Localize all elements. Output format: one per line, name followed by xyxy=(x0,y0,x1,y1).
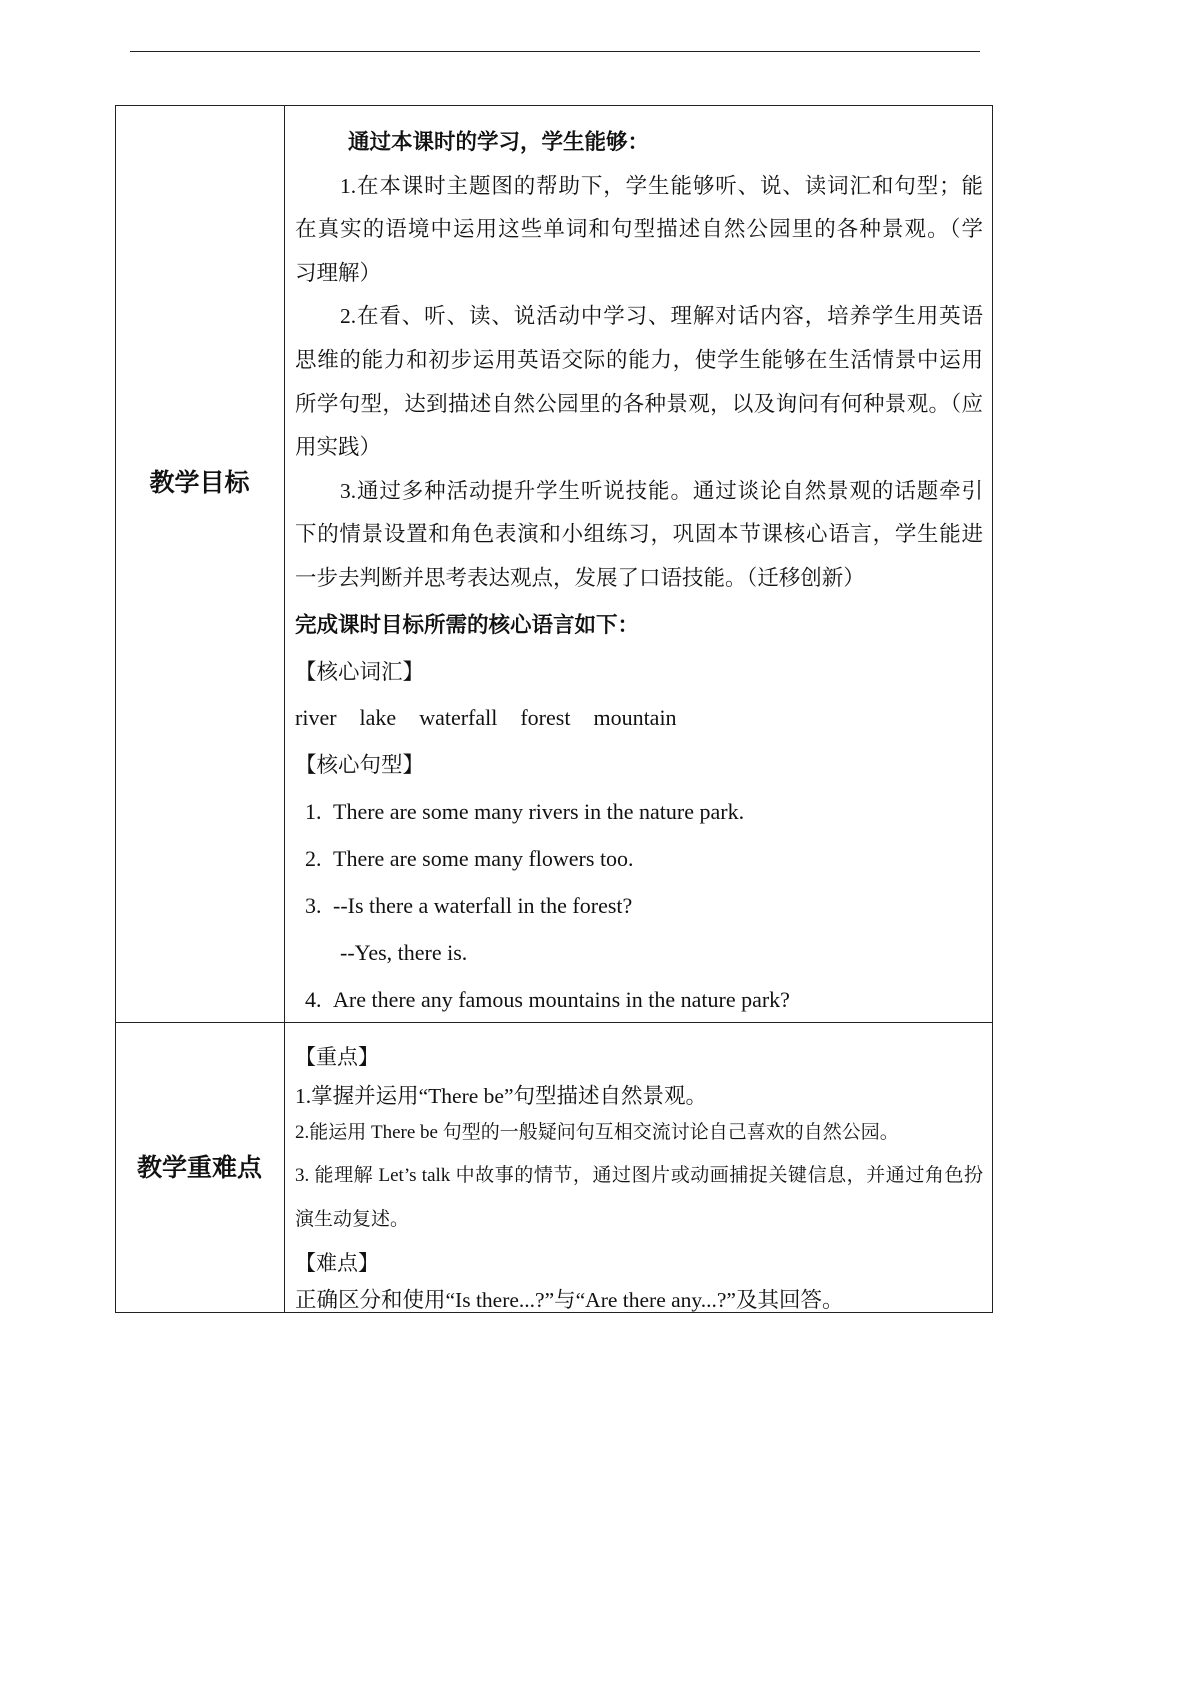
sentence-text: There are some many rivers in the nature park. xyxy=(333,799,745,825)
core-language-heading: 完成课时目标所需的核心语言如下： xyxy=(295,612,640,637)
sentence-text: Are there any famous mountains in the nature park? xyxy=(333,986,790,1012)
vocabulary-word: river xyxy=(295,705,337,731)
objectives-cell xyxy=(295,121,983,1024)
goal-1-line-3: 习理解） xyxy=(295,260,382,285)
vocabulary-heading: 【核心词汇】 xyxy=(295,659,425,684)
key-points-cell xyxy=(295,1033,983,1317)
sentence-number: 1. xyxy=(305,799,322,825)
sentence-number: 4. xyxy=(305,986,322,1012)
goal-3-line-1: 3.通过多种活动提升学生听说技能。通过谈论自然景观的话题牵引 xyxy=(340,478,983,503)
objectives-label: 教学目标 xyxy=(149,469,250,497)
sentence-text: There are some many flowers too. xyxy=(333,846,634,872)
difficulty-item: 正确区分和使用“Is there...?”与“Are there any...?”及其回答。 xyxy=(295,1288,844,1312)
goal-2-line-4: 用实践） xyxy=(295,435,382,460)
goal-3-line-2: 下的情景设置和角色表演和小组练习，巩固本节课核心语言，学生能进 xyxy=(295,522,983,547)
goal-1-line-2: 在真实的语境中运用这些单词和句型描述自然公园里的各种景观。（学 xyxy=(295,217,983,242)
table-column-divider xyxy=(284,105,285,1313)
focus-item-2: 2.能运用 There be 句型的一般疑问句互相交流讨论自己喜欢的自然公园。 xyxy=(295,1122,899,1143)
sentence-number: 2. xyxy=(305,846,322,872)
vocabulary-word: forest xyxy=(520,705,571,731)
vocabulary-word: lake xyxy=(359,705,397,731)
sentence-text: --Is there a waterfall in the forest? xyxy=(333,892,633,918)
header-rule xyxy=(130,51,980,52)
vocabulary-list xyxy=(295,695,983,742)
focus-heading: 【重点】 xyxy=(295,1045,379,1069)
sentence-number: 3. xyxy=(305,892,322,918)
goal-3-line-3: 一步去判断并思考表达观点，发展了口语技能。（迁移创新） xyxy=(295,565,865,590)
focus-item-3-line-2: 演生动复述。 xyxy=(295,1209,410,1230)
goal-2-line-3: 所学句型，达到描述自然公园里的各种景观，以及询问有何种景观。（应 xyxy=(295,391,983,416)
goal-1-line-1: 1.在本课时主题图的帮助下，学生能够听、说、读词汇和句型；能 xyxy=(340,173,983,198)
goal-2-line-2: 思维的能力和初步运用英语交际的能力，使学生能够在生活情景中运用 xyxy=(295,347,983,372)
sentence-item xyxy=(295,836,983,883)
difficulty-heading: 【难点】 xyxy=(295,1251,379,1275)
sentence-answer: --Yes, there is. xyxy=(340,939,468,965)
goal-2-line-1: 2.在看、听、读、说活动中学习、理解对话内容，培养学生用英语 xyxy=(340,304,983,329)
key-points-label: 教学重难点 xyxy=(136,1154,262,1182)
focus-item-3-line-1: 3. 能理解 Let’s talk 中故事的情节，通过图片或动画捕捉关键信息，并通过角色扮 xyxy=(295,1165,983,1186)
vocabulary-word: waterfall xyxy=(419,705,498,731)
sentence-heading: 【核心句型】 xyxy=(295,753,425,778)
objectives-intro: 通过本课时的学习，学生能够： xyxy=(348,130,650,154)
sentence-item xyxy=(295,883,983,930)
sentence-item xyxy=(295,977,983,1024)
sentence-item xyxy=(295,789,983,836)
focus-item-1: 1.掌握并运用“There be”句型描述自然景观。 xyxy=(295,1084,708,1108)
vocabulary-word: mountain xyxy=(593,705,677,731)
